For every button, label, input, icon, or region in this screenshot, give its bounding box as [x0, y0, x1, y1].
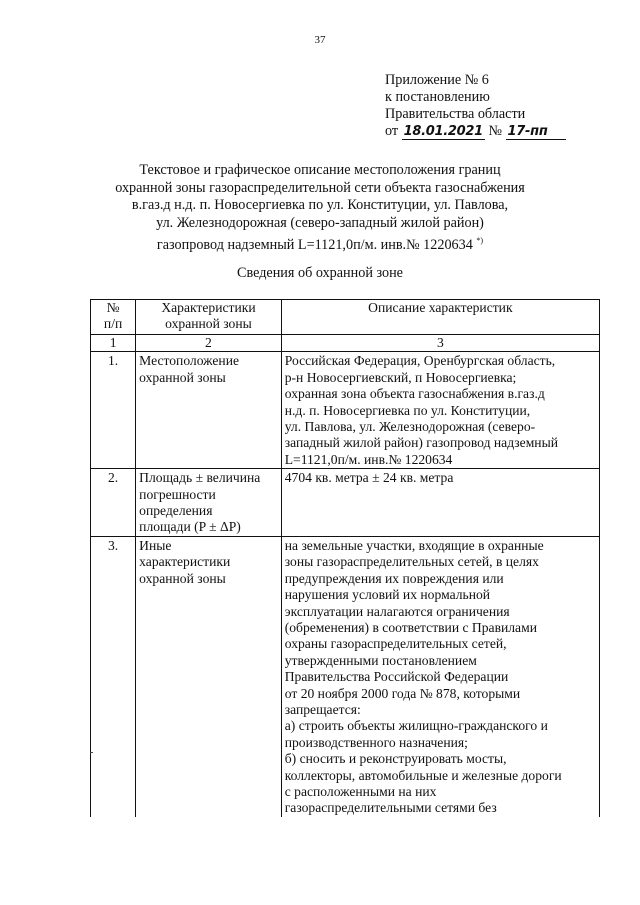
table-row [91, 352, 600, 469]
description-line: западный жилой район) газопровод надземный [284, 435, 558, 451]
description-line: Правительства Российской Федерации [284, 669, 509, 685]
handwritten-date: 18.01.2021 [403, 124, 483, 139]
number-prefix: № [488, 123, 502, 139]
footnote-mark: *) [476, 236, 484, 246]
characteristic-line: определения [139, 503, 213, 519]
description-line: р-н Новосергиевский, п Новосергиевка; [284, 369, 517, 385]
description-line: б) сносить и реконструировать мосты, [284, 751, 507, 767]
row-characteristic [136, 469, 282, 537]
header-number-line-2: п/п [103, 316, 123, 332]
description-line: коллекторы, автомобильные и железные дороги [284, 767, 562, 783]
title-line-1: Текстовое и графическое описание местоположения границ [139, 162, 501, 178]
column-number-3: 3 [281, 335, 599, 352]
row-characteristic [136, 352, 282, 469]
characteristic-line: охранной зоны [139, 369, 226, 385]
page-number: 37 [314, 34, 326, 46]
annex-line-3: Правительства области [385, 106, 526, 122]
header-number [91, 300, 136, 335]
row-description [281, 536, 599, 816]
document-title [60, 162, 580, 255]
table-row [91, 469, 600, 537]
row-description [281, 469, 599, 537]
title-line-3: в.газ.д н.д. п. Новосергиевка по ул. Конституции, ул. Павлова, [131, 197, 509, 214]
row-description [281, 352, 599, 469]
column-number-2: 2 [136, 335, 282, 352]
description-line: нарушения условий их нормальной [284, 587, 491, 603]
header-characteristic [136, 300, 282, 335]
description-line: эксплуатации налагаются ограничения [284, 603, 510, 619]
description-line: на земельные участки, входящие в охранные [284, 537, 544, 553]
table-header-row [91, 300, 600, 335]
annex-header [385, 72, 615, 140]
characteristic-line: Иные [139, 537, 172, 553]
characteristic-line: характеристики [139, 554, 231, 570]
characteristic-line: охранной зоны [139, 570, 226, 586]
annex-line-1: Приложение № 6 [385, 72, 489, 88]
description-line: с расположенными на них [284, 783, 437, 799]
description-line: 4704 кв. метра ± 24 кв. метра [284, 470, 454, 486]
characteristic-line: Площадь ± величина [139, 470, 261, 486]
header-characteristic-line-1: Характеристики [161, 300, 256, 315]
description-line: н.д. п. Новосергиевка по ул. Конституции, [284, 402, 531, 418]
title-line-5-text: газопровод надземный L=1121,0п/м. инв.№ 1220634 [156, 237, 473, 254]
description-line: утвержденными постановлением [284, 652, 477, 668]
table-row [91, 536, 600, 816]
title-line-2: охранной зоны газораспределительной сети объекта газоснабжения [115, 179, 525, 196]
description-line: зоны газораспределительных сетей, в целях [284, 554, 539, 570]
description-line: производственного назначения; [284, 734, 468, 750]
header-number-line-1: № [106, 300, 120, 315]
annex-line-2: к постановлению [385, 89, 490, 105]
column-number-row [91, 335, 600, 352]
title-line-5 [60, 232, 580, 255]
row-number: 1. [91, 352, 136, 469]
characteristic-line: площади (P ± ΔP) [139, 519, 241, 535]
description-line: охраны газораспределительных сетей, [284, 636, 507, 652]
description-line: предупреждения их повреждения или [284, 570, 504, 586]
row-number: 2. [91, 469, 136, 537]
description-line: Российская Федерация, Оренбургская область, [284, 353, 556, 369]
section-subtitle: Сведения об охранной зоне [237, 265, 403, 281]
header-description: Описание характеристик [281, 300, 599, 335]
description-line: L=1121,0п/м. инв.№ 1220634 [284, 451, 453, 467]
description-line: ул. Павлова, ул. Железнодорожная (северо- [284, 419, 536, 435]
description-line: (обременения) в соответствии с Правилами [284, 619, 537, 635]
column-number-1: 1 [91, 335, 136, 352]
annex-date-line [385, 123, 615, 140]
row-characteristic [136, 536, 282, 816]
description-line: от 20 ноября 2000 года № 878, которыми [284, 685, 521, 701]
row-number: 3. [91, 536, 136, 816]
header-characteristic-line-2: охранной зоны [165, 316, 252, 332]
scan-mark [90, 752, 93, 753]
from-prefix: от [385, 123, 399, 139]
description-line: а) строить объекты жилищно-гражданского и [284, 718, 548, 734]
title-line-4: ул. Железнодорожная (северо-западный жилой район) [156, 214, 484, 231]
description-line: охранная зона объекта газоснабжения в.газ.д [284, 386, 545, 402]
handwritten-number: 17-пп [506, 125, 566, 140]
protection-zone-table [90, 299, 600, 817]
characteristic-line: Местоположение [139, 353, 240, 369]
description-line: запрещается: [284, 701, 361, 717]
characteristic-line: погрешности [139, 486, 216, 502]
description-line: газораспределительными сетями без [284, 800, 497, 816]
